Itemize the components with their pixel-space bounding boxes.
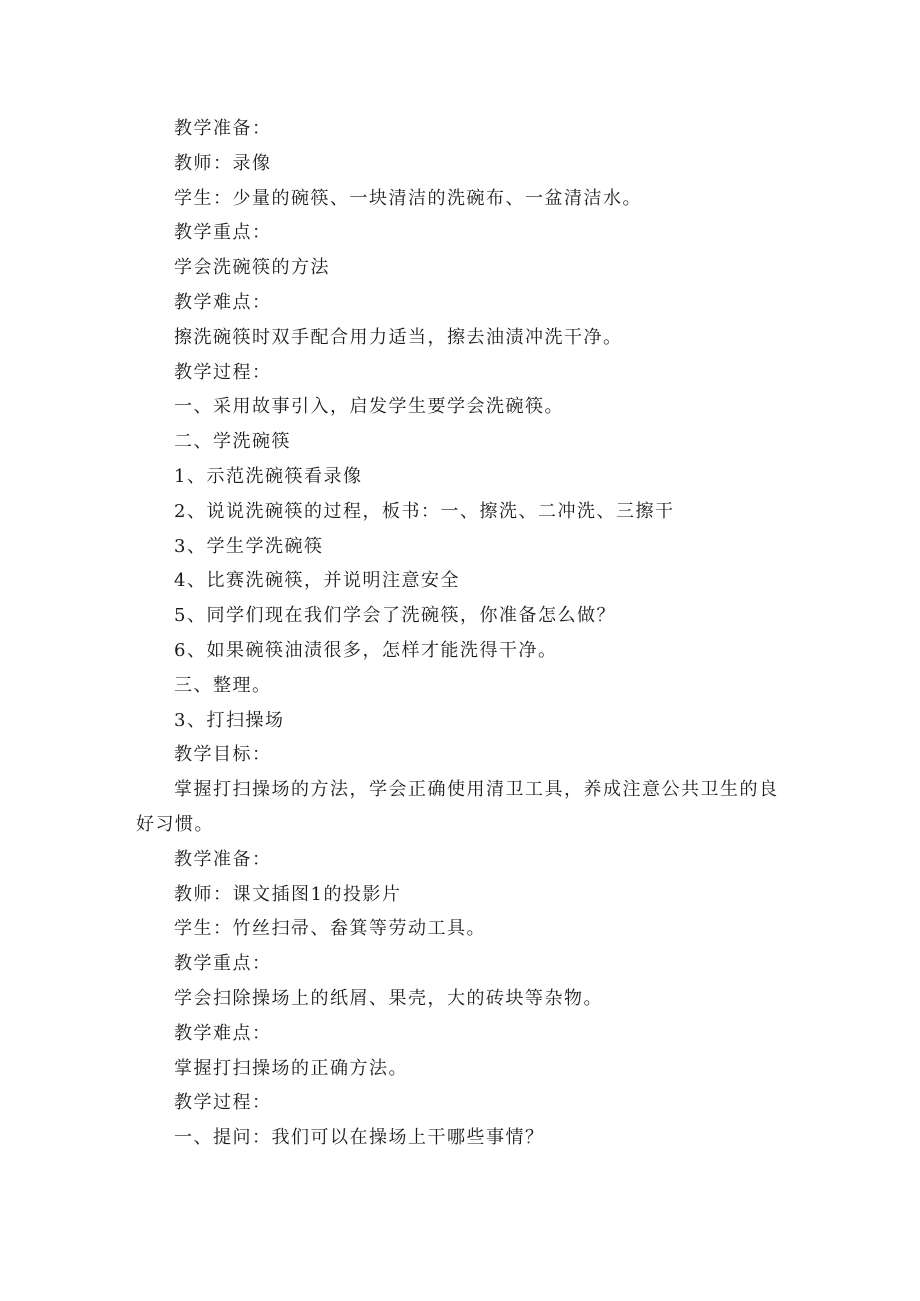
- paragraph: 学生：竹丝扫帚、畚箕等劳动工具。: [174, 918, 486, 940]
- paragraph: 一、提问：我们可以在操场上干哪些事情？: [174, 1127, 545, 1149]
- paragraph: 教师：课文插图1的投影片: [174, 883, 402, 905]
- paragraph: 5、同学们现在我们学会了洗碗筷，你准备怎么做？: [174, 605, 616, 627]
- paragraph: 6、如果碗筷油渍很多，怎样才能洗得干净。: [174, 639, 558, 661]
- paragraph: 教师：录像: [174, 152, 272, 174]
- paragraph: 教学难点：: [174, 291, 272, 313]
- paragraph: 二、学洗碗筷: [174, 431, 291, 453]
- paragraph: 一、采用故事引入，启发学生要学会洗碗筷。: [174, 396, 564, 418]
- paragraph: 2、说说洗碗筷的过程，板书：一、擦洗、二冲洗、三擦干: [174, 500, 675, 522]
- paragraph: 教学重点：: [174, 222, 272, 244]
- paragraph: 3、打扫操场: [174, 709, 285, 731]
- paragraph: 三、整理。: [174, 674, 272, 696]
- paragraph: 学会扫除操场上的纸屑、果壳，大的砖块等杂物。: [174, 987, 603, 1009]
- paragraph: 1、示范洗碗筷看录像: [174, 465, 363, 487]
- paragraph: 掌握打扫操场的正确方法。: [174, 1057, 408, 1079]
- paragraph: 学生：少量的碗筷、一块清洁的洗碗布、一盆清洁水。: [174, 187, 642, 209]
- paragraph: 教学难点：: [174, 1022, 272, 1044]
- paragraph: 教学准备：: [174, 848, 272, 870]
- paragraph: 3、学生学洗碗筷: [174, 535, 324, 557]
- paragraph: 掌握打扫操场的方法，学会正确使用清卫工具，养成注意公共卫生的良好习惯。: [136, 779, 779, 835]
- paragraph: 教学重点：: [174, 953, 272, 975]
- paragraph: 4、比赛洗碗筷，并说明注意安全: [174, 570, 460, 592]
- paragraph: 教学目标：: [174, 744, 272, 766]
- paragraph: 擦洗碗筷时双手配合用力适当，擦去油渍冲洗干净。: [174, 326, 623, 348]
- paragraph: 教学过程：: [174, 1092, 272, 1114]
- document-body: [136, 112, 786, 1156]
- paragraph: 学会洗碗筷的方法: [174, 257, 330, 279]
- paragraph: 教学过程：: [174, 361, 272, 383]
- paragraph: 教学准备：: [174, 118, 272, 139]
